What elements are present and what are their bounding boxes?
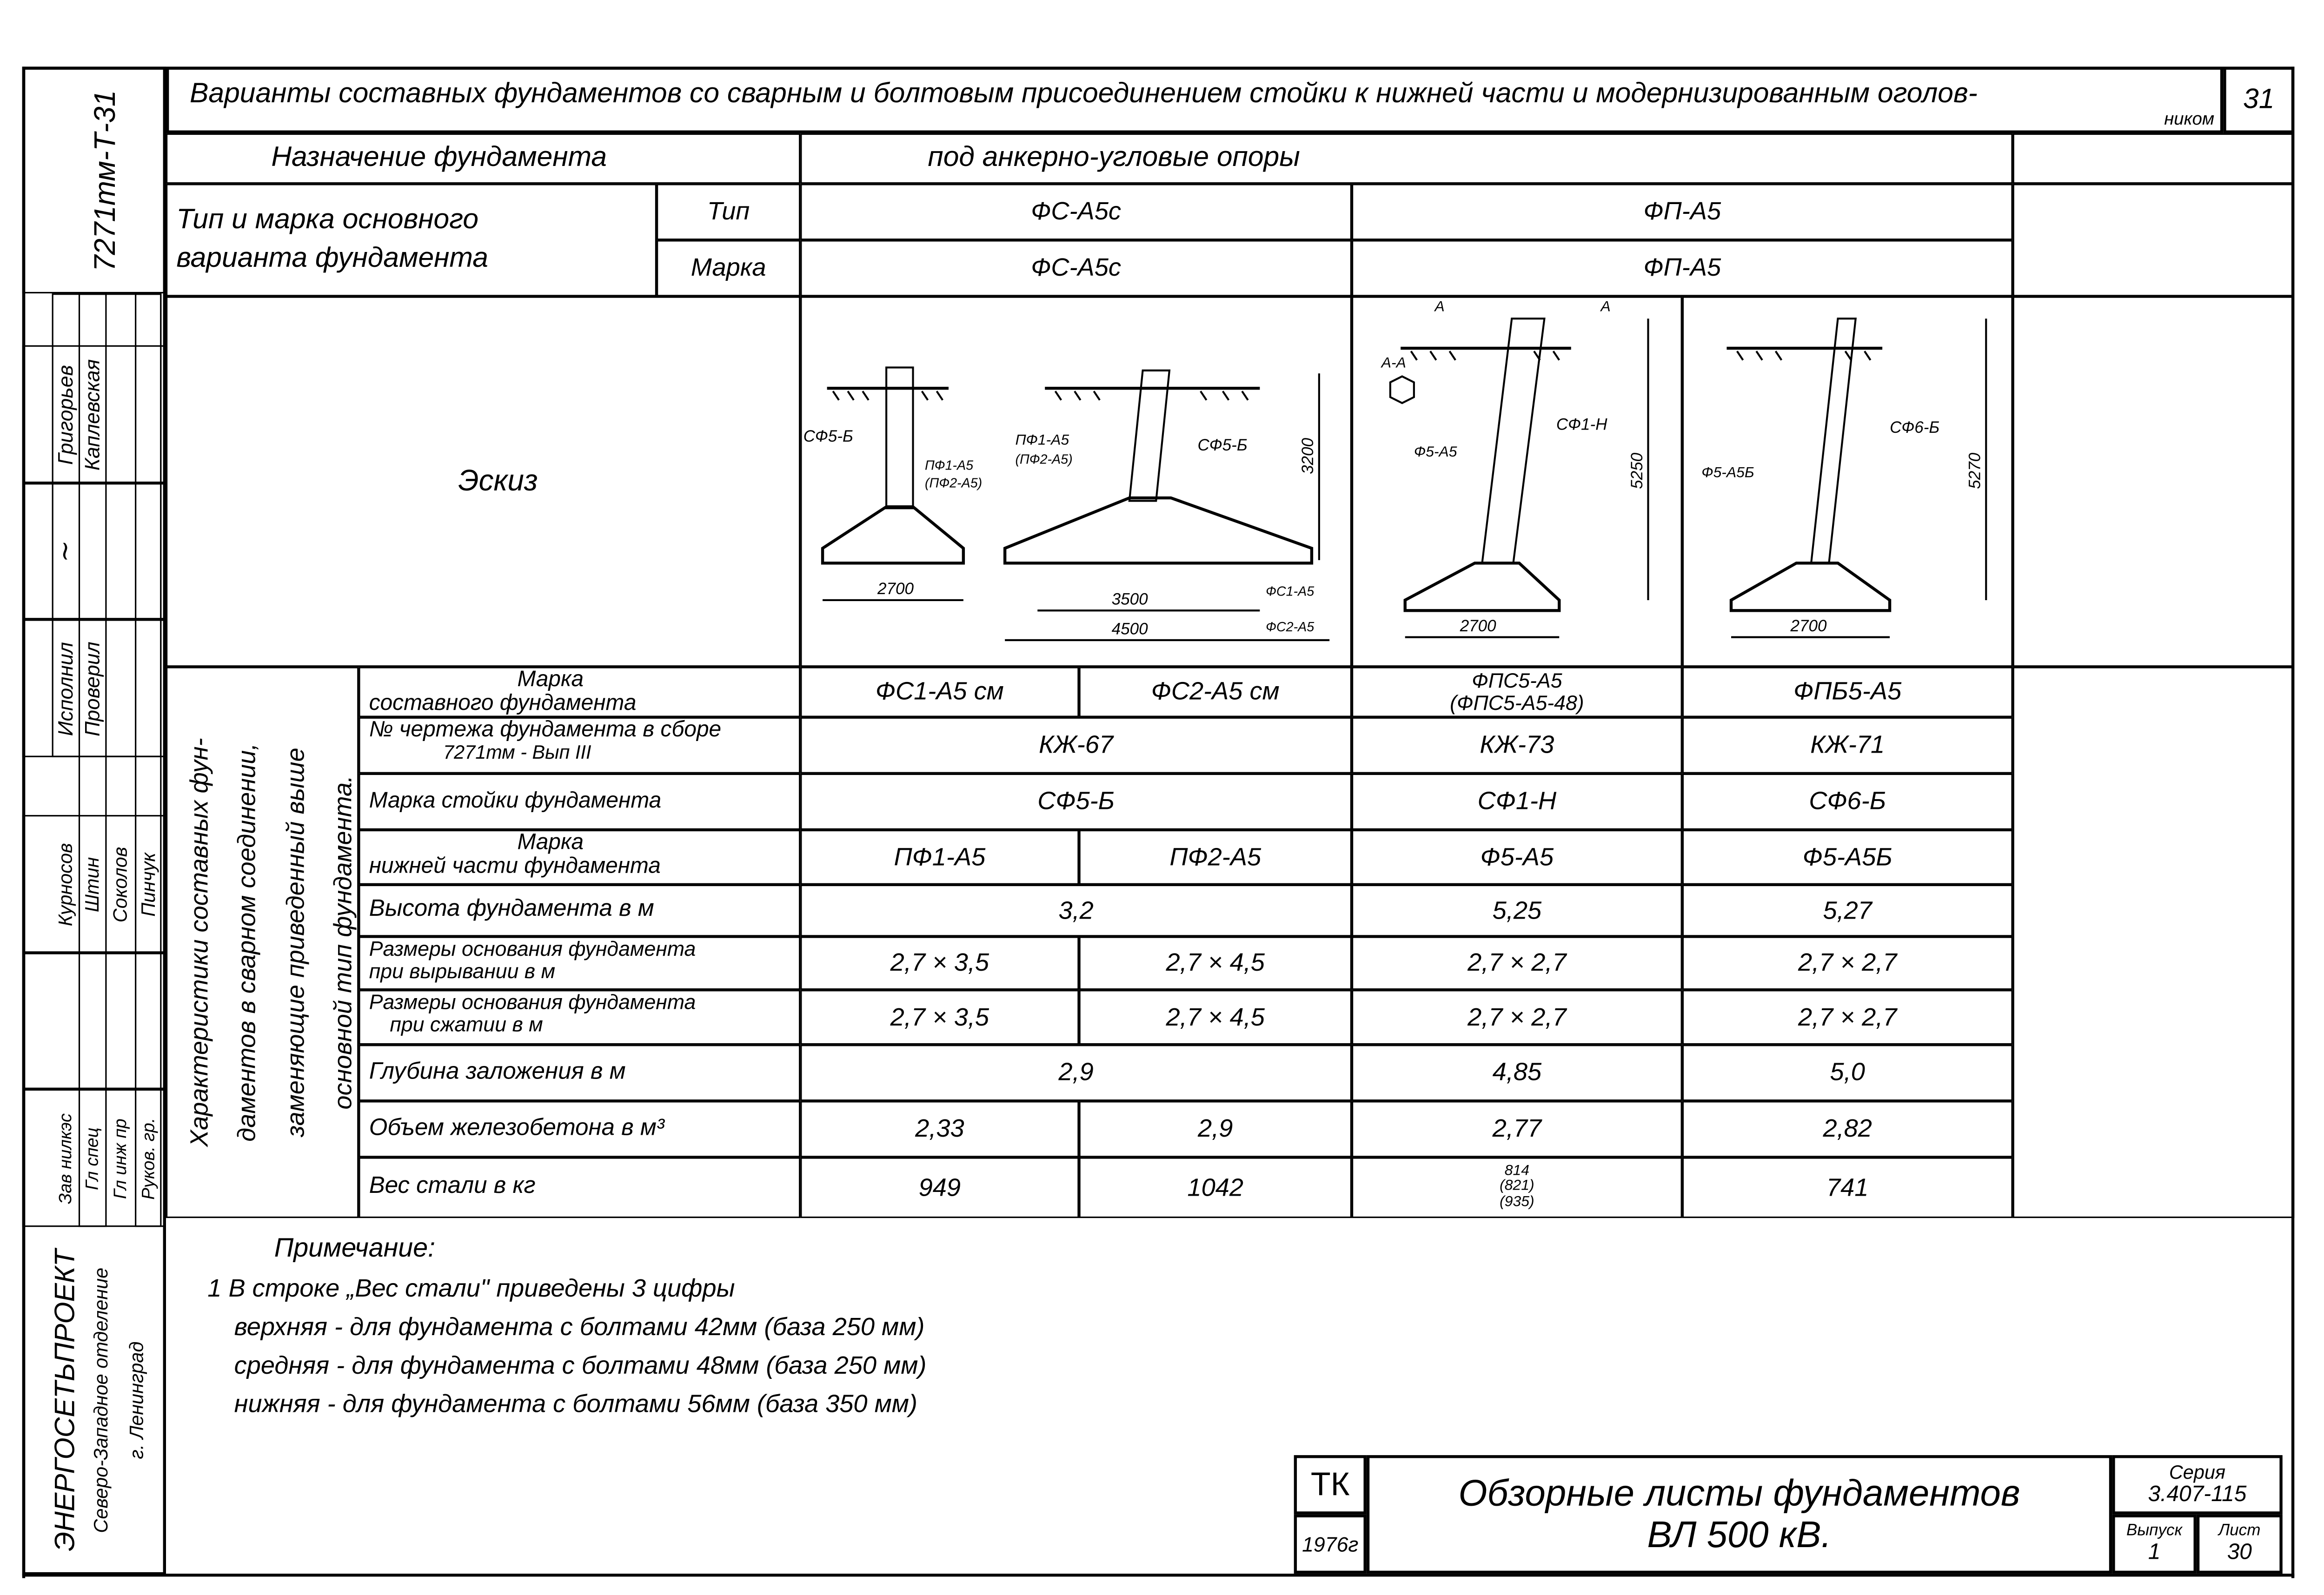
type-mark-label [166, 184, 657, 296]
row-label-composite-mark [359, 667, 800, 717]
stamp-code: ТК [1294, 1455, 1367, 1515]
label-line: Марка [517, 667, 584, 692]
section-mark-a: А [1600, 298, 1611, 315]
cell: КЖ-67 [800, 717, 1352, 774]
sketch-label: Эскиз [166, 297, 800, 667]
cell: 2,82 [1682, 1101, 2013, 1157]
footing [823, 507, 963, 563]
name-kurnosov: Курносов [54, 843, 77, 927]
name-kaplevskaya: Каплевская [80, 359, 104, 471]
cell-line: ФПС5-А5 [1472, 668, 1562, 693]
type-value-fs: ФС-А5с [800, 184, 1352, 240]
role-executed: Исполнил [53, 642, 77, 736]
type-mark-label-line2: варианта фундамента [176, 243, 488, 274]
notes-heading: Примечание: [274, 1233, 436, 1263]
series-value: 3.407-115 [2148, 1482, 2247, 1507]
org-branch: Северо-Западное отделение [89, 1267, 112, 1533]
cell: ПФ1-А5 [800, 830, 1079, 885]
dim-5250: 5250 [1627, 452, 1646, 489]
stamp-series [2112, 1455, 2283, 1515]
cell: 2,7 × 2,7 [1352, 937, 1682, 990]
dim-5270: 5270 [1965, 452, 1984, 489]
stamp-title-line1: Обзорные листы фундаментов [1458, 1472, 2020, 1514]
dim-2700: 2700 [1790, 616, 1827, 635]
type-mark-label-line1: Тип и марка основного [176, 205, 479, 236]
label-sf5b: СФ5-Б [803, 427, 853, 445]
purpose-label: Назначение фундамента [166, 133, 800, 184]
cell: 2,9 [800, 1045, 1352, 1101]
sketch-fpb [1701, 318, 1986, 637]
row-label-depth: Глубина заложения в м [359, 1045, 800, 1101]
sheet-label: Лист [2218, 1522, 2261, 1540]
cell: 2,7 × 2,7 [1682, 990, 2013, 1045]
row-label-base-pullout [359, 937, 800, 990]
cell-line: 814 [1504, 1163, 1530, 1179]
page-number: 31 [2223, 66, 2294, 133]
cell: 5,27 [1682, 885, 2013, 937]
cell: СФ5-Б [800, 774, 1352, 830]
cell: 1042 [1079, 1157, 1352, 1218]
side-label-line: основной тип фундамента. [329, 775, 358, 1110]
cell-line: (ФПС5-А5-48) [1450, 690, 1584, 715]
cell: 741 [1682, 1157, 2013, 1218]
row-label-steel-weight: Вес стали в кг [359, 1157, 800, 1218]
cell [1352, 667, 1682, 717]
cell: СФ1-Н [1352, 774, 1682, 830]
cell [1352, 1157, 1682, 1218]
mark-value-fs: ФС-А5с [800, 240, 1352, 296]
section-label: А-А [1381, 354, 1406, 371]
sheet-border-bottom [22, 1574, 2294, 1576]
cell: 2,33 [800, 1101, 1079, 1157]
label-pf1: ПФ1-А5 [925, 458, 974, 473]
cell-line: (935) [1500, 1194, 1534, 1211]
sketch-fs2 [1005, 371, 1329, 640]
cell: КЖ-71 [1682, 717, 2013, 774]
cell: ФС2-А5 см [1079, 667, 1352, 717]
role-checked: Проверил [80, 642, 104, 737]
issue-value: 1 [2148, 1539, 2161, 1565]
side-label-line: даментов в сварном соединении, [232, 743, 261, 1142]
stamp-title [1367, 1455, 2112, 1574]
sheet-title-text: Варианты составных фундаментов со сварным и болтовым присоединением стойки к нижней части и модернизированным оголов- [190, 78, 1978, 110]
cell-line: (821) [1500, 1178, 1534, 1195]
label-f5a5b: Ф5-А5Б [1701, 463, 1754, 481]
mark-label: Марка [657, 240, 800, 296]
label-line: Размеры основания фундамента [369, 936, 696, 960]
grid-row [22, 953, 166, 1089]
empty-column [2013, 667, 2295, 1218]
label-f5a5: Ф5-А5 [1414, 443, 1457, 460]
footing [1731, 563, 1890, 610]
dim-4500: 4500 [1111, 620, 1148, 638]
role-chief-spec: Гл спец [81, 1127, 102, 1190]
section-octagon [1390, 377, 1414, 403]
cell: ФС1-А5 см [800, 667, 1079, 717]
stamp-sheet [2197, 1515, 2283, 1574]
row-label-post-mark: Марка стойки фундамента [359, 774, 800, 830]
label-line: 7271тм - Вып III [443, 740, 591, 763]
column [1482, 318, 1545, 563]
label-line: нижней части фундамента [369, 853, 661, 879]
cell: 2,7 × 4,5 [1079, 937, 1352, 990]
sketch-fs1 [803, 368, 983, 600]
label-sf6b: СФ6-Б [1890, 418, 1940, 437]
cell: 2,7 × 2,7 [1352, 990, 1682, 1045]
type-value-fp: ФП-А5 [1352, 184, 2013, 240]
dim-2700: 2700 [1460, 616, 1496, 635]
cell: 2,7 × 3,5 [800, 937, 1079, 990]
sheet-value: 30 [2227, 1539, 2252, 1565]
table-right-border [2291, 66, 2294, 1578]
label-line: при сжатии в м [390, 1012, 543, 1036]
type-label: Тип [657, 184, 800, 240]
row-label-height: Высота фундамента в м [359, 885, 800, 937]
cell: КЖ-73 [1352, 717, 1682, 774]
foundation-sketches [800, 297, 2012, 667]
note-line: нижняя - для фундамента с болтами 56мм (база 350 мм) [234, 1390, 917, 1418]
label-pf1-a5: ПФ1-А5 [1015, 431, 1069, 448]
cell: СФ6-Б [1682, 774, 2013, 830]
label-line: № чертежа фундамента в сборе [369, 717, 722, 742]
footing [1005, 498, 1312, 563]
sketch-fp [1381, 298, 1648, 637]
label-line: составного фундамента [369, 690, 637, 715]
empty-cell [2013, 133, 2295, 184]
empty-cell [2013, 184, 2295, 296]
cell: 4,85 [1352, 1045, 1682, 1101]
stamp-year: 1976г [1294, 1515, 1367, 1574]
cell: 2,9 [1079, 1101, 1352, 1157]
cell: 5,25 [1352, 885, 1682, 937]
column [1129, 371, 1169, 501]
name-pinchuk: Пинчук [137, 853, 159, 917]
ground-hatch [1411, 351, 1560, 360]
cell: ФПБ5-А5 [1682, 667, 2013, 717]
org-name: ЭНЕРГОСЕТЬПРОЕКТ [50, 1249, 82, 1551]
signature-1: ~ [49, 540, 81, 563]
footing [1405, 563, 1560, 610]
cell: 949 [800, 1157, 1079, 1218]
stamp-issue [2112, 1515, 2197, 1574]
doc-code: 7271тм-Т-31 [89, 90, 122, 271]
name-grigoriev: Григорьев [53, 365, 77, 465]
note-line: верхняя - для фундамента с болтами 42мм (база 250 мм) [234, 1313, 925, 1341]
issue-label: Выпуск [2126, 1522, 2183, 1540]
label-fs1: ФС1-А5 [1266, 584, 1315, 599]
series-label: Серия [2169, 1461, 2226, 1484]
side-label-line: Характеристики составных фун- [185, 738, 213, 1147]
cell: 3,2 [800, 885, 1352, 937]
label-line: Марка [517, 830, 584, 855]
role-head: Зав нилкэс [54, 1113, 76, 1205]
sheet-title-cont: ником [2164, 108, 2215, 130]
label-line: при вырывании в м [369, 958, 556, 982]
cell: 2,7 × 4,5 [1079, 990, 1352, 1045]
org-city: г. Ленинград [125, 1341, 148, 1459]
name-shtin: Штин [80, 857, 103, 913]
note-line: 1 В строке „Вес стали" приведены 3 цифры [207, 1274, 735, 1303]
dim-3500: 3500 [1111, 590, 1148, 609]
role-group-lead: Руков. гр. [138, 1118, 159, 1200]
cell: 2,7 × 3,5 [800, 990, 1079, 1045]
role-chief-eng: Гл инж пр [109, 1118, 131, 1199]
sheet-title [166, 66, 2223, 133]
label-pf2-a5: (ПФ2-А5) [1015, 452, 1073, 467]
label-pf2: (ПФ2-А5) [925, 476, 983, 491]
cell: 2,7 × 2,7 [1682, 937, 2013, 990]
empty-cell [2013, 297, 2295, 667]
cell: 2,77 [1352, 1101, 1682, 1157]
cell: Ф5-А5Б [1682, 830, 2013, 885]
row-label-base-compression [359, 990, 800, 1045]
note-line: средняя - для фундамента с болтами 48мм (база 250 мм) [234, 1351, 927, 1380]
dim-3200: 3200 [1299, 438, 1317, 474]
cell: ПФ2-А5 [1079, 830, 1352, 885]
cell: Ф5-А5 [1352, 830, 1682, 885]
ground-hatch [833, 391, 943, 400]
purpose-value: под анкерно-угловые опоры [800, 133, 2012, 184]
label-fs2: ФС2-А5 [1266, 619, 1315, 635]
cell: 5,0 [1682, 1045, 2013, 1101]
dim-2700: 2700 [877, 580, 914, 598]
row-label-drawing-number [359, 717, 800, 774]
label-sf5b: СФ5-Б [1197, 436, 1248, 455]
ground-hatch [1056, 391, 1248, 400]
row-label-lower-part-mark [359, 830, 800, 885]
section-mark-a: А [1434, 298, 1445, 315]
row-label-concrete-volume: Объем железобетона в м³ [359, 1101, 800, 1157]
stamp-title-line2: ВЛ 500 кВ. [1647, 1514, 1832, 1556]
side-label-line: заменяющие приведенный выше [281, 748, 310, 1138]
name-sokolov: Соколов [109, 847, 132, 923]
label-line: Размеры основания фундамента [369, 990, 696, 1014]
mark-value-fp: ФП-А5 [1352, 240, 2013, 296]
label-sf1n: СФ1-Н [1556, 415, 1607, 434]
